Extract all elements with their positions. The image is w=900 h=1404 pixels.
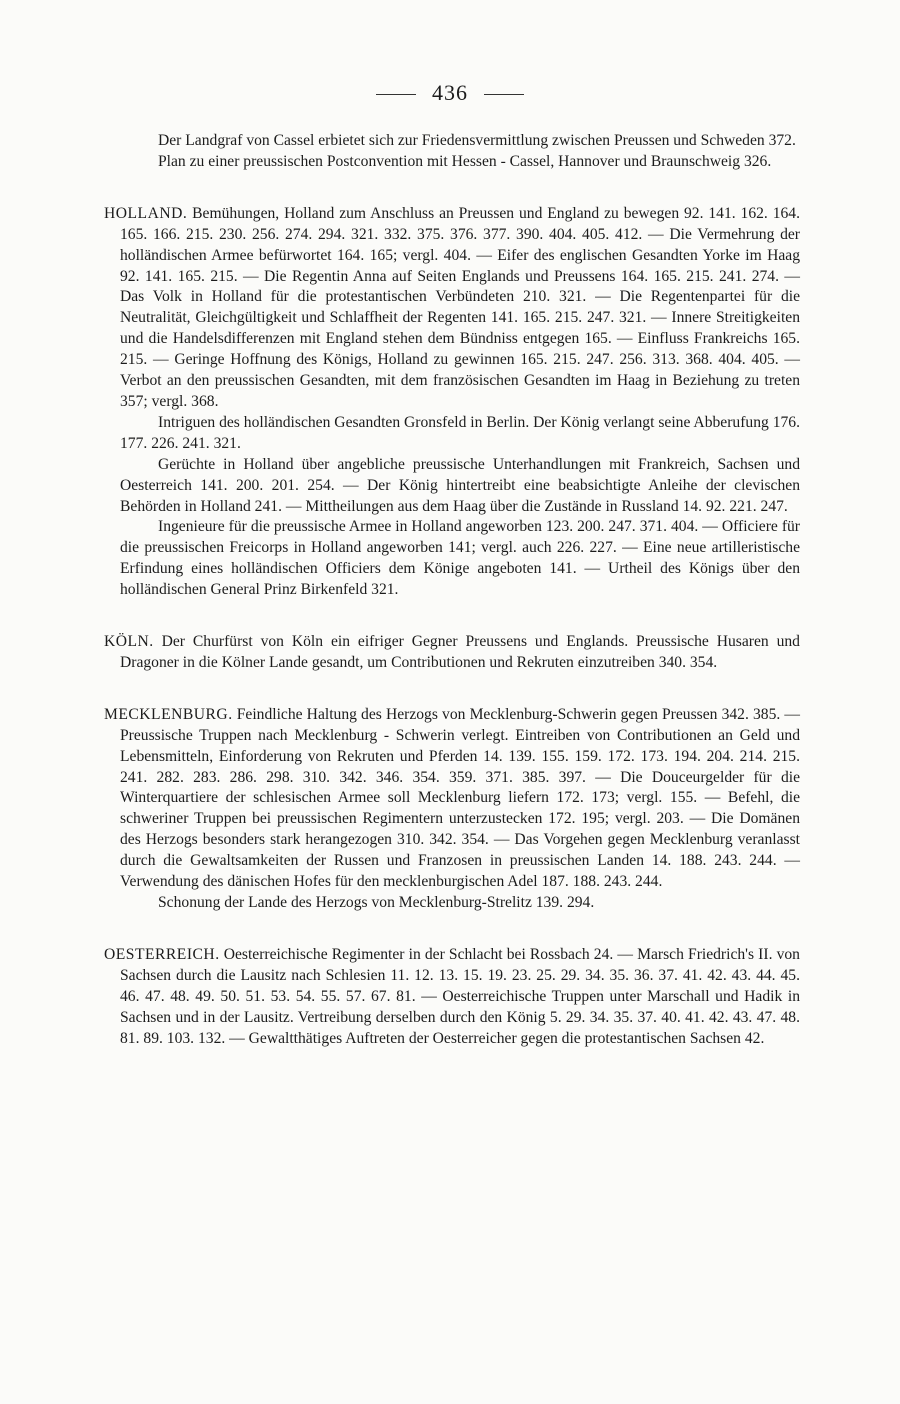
entry-paragraph	[104, 945, 800, 1050]
entry-lemma: OESTERREICH.	[104, 945, 220, 963]
index-entry-koeln	[104, 632, 800, 674]
entry-text: Feindliche Haltung des Herzogs von Mecklenburg-Schwerin gegen Preussen 342. 385. — Preussische Truppen nach Mecklenburg - Schwerin verlegt. Eintreiben von Contributionen an Geld und Lebensmitteln, Einforderung von Rekruten und Pferden 14. 139. 155. 159. 172. 173. 194. 204. 214. 215. 241. 282. 283. 286. 298. 310. 342. 346. 354. 359. 371. 385. 397. — Die Douceurgelder für die Winterquartiere der schlesischen Armee soll Mecklenburg liefern 172. 173; vergl. 155. — Befehl, die schweriner Truppen bei preussischen Regimentern unterzustecken 172. 195; vergl. 203. — Die Domänen des Herzogs besonders stark herangezogen 310. 342. 354. — Das Vorgehen gegen Mecklenburg veranlasst durch die Gewaltsamkeiten der Russen und Franzosen in preussischen Landen 14. 188. 243. 244. — Verwendung des dänischen Hofes für den mecklenburgischen Adel 187. 188. 243. 244.	[120, 705, 800, 891]
entry-paragraph	[104, 204, 800, 413]
entry-paragraph	[104, 632, 800, 674]
entry-lemma: MECKLENBURG.	[104, 705, 233, 723]
entry-lemma: KÖLN.	[104, 633, 154, 651]
entry-paragraph: Intriguen des holländischen Gesandten Gronsfeld in Berlin. Der König verlangt seine Abberufung 176. 177. 226. 241. 321.	[120, 413, 800, 452]
entry-paragraph: Gerüchte in Holland über angebliche preussische Unterhandlungen mit Frankreich, Sachsen und Oesterreich 141. 200. 201. 254. — Der König hintertreibt eine beabsichtigte Anleihe der clevischen Behörden in Holland 241. — Mittheilungen aus dem Haag über die Zustände in Russland 14. 92. 221. 247.	[120, 455, 800, 515]
header-dash-left	[376, 94, 416, 95]
index-entry-holland	[104, 204, 800, 601]
index-entry-cassel	[104, 131, 800, 173]
entry-paragraph: Schonung der Lande des Herzogs von Mecklenburg-Strelitz 139. 294.	[158, 894, 595, 911]
entry-paragraph: Plan zu einer preussischen Postconvention mit Hessen - Cassel, Hannover und Braunschweig 326.	[158, 152, 772, 170]
entry-text: Der Churfürst von Köln ein eifriger Gegner Preussens und Englands. Preussische Husaren und Dragoner in die Kölner Lande gesandt, um Contributionen und Rekruten einzutreiben 340. 354.	[120, 633, 800, 671]
page-header	[0, 80, 900, 106]
entry-paragraph: Ingenieure für die preussische Armee in Holland angeworben 123. 200. 247. 371. 404. — Officiere für die preussischen Freicorps in Holland angeworben 141; vergl. auch 226. 227. — Eine neue artilleristische Erfindung eines holländischen Officiers dem Könige angeboten 141. — Urtheil des Königs über den holländischen General Prinz Birkenfeld 321.	[120, 518, 800, 599]
index-entry-mecklenburg	[104, 705, 800, 914]
index-body	[104, 131, 800, 1080]
entry-paragraph: Der Landgraf von Cassel erbietet sich zur Friedensvermittlung zwischen Preussen und Schweden 372.	[158, 132, 796, 149]
header-dash-right	[484, 94, 524, 95]
entry-text: Oesterreichische Regimenter in der Schlacht bei Rossbach 24. — Marsch Friedrich's II. von Sachsen durch die Lausitz nach Schlesien 11. 12. 13. 15. 19. 23. 25. 29. 34. 35. 36. 37. 41. 42. 43. 44. 45. 46. 47. 48. 49. 50. 51. 53. 54. 55. 57. 67. 81. — Oesterreichische Truppen unter Marschall und Hadik in Sachsen und in der Lausitz. Vertreibung derselben durch den König 5. 29. 34. 35. 37. 40. 41. 42. 43. 47. 48. 81. 89. 103. 132. — Gewaltthätiges Auftreten der Oesterreicher gegen die protestantischen Sachsen 42.	[120, 945, 800, 1047]
entry-text: Bemühungen, Holland zum Anschluss an Preussen und England zu bewegen 92. 141. 162. 164. 165. 166. 215. 230. 256. 274. 294. 321. 332. 375. 376. 377. 390. 404. 405. 412. — Die Vermehrung der holländischen Armee befürwortet 164. 165; vergl. 404. — Eifer des englischen Gesandten Yorke im Haag 92. 141. 165. 215. — Die Regentin Anna auf Seiten Englands und Preussens 164. 165. 215. 241. 274. — Das Volk in Holland für die protestantischen Verbündeten 210. 321. — Die Regentenpartei für die Neutralität, Gleichgültigkeit und Schlaffheit der Regenten 141. 165. 215. 247. 321. — Innere Streitigkeiten und die Handelsdifferenzen mit England stehen dem Bündniss entgegen 165. — Einfluss Frankreichs 165. 215. — Geringe Hoffnung des Königs, Holland zu gewinnen 165. 215. 247. 256. 313. 368. 404. 405. — Verbot an den preussischen Gesandten, mit dem französischen Gesandten im Haag in Beziehung zu treten 357; vergl. 368.	[120, 204, 800, 410]
index-entry-oesterreich	[104, 945, 800, 1050]
page-number: 436	[432, 80, 468, 105]
entry-lemma: HOLLAND.	[104, 204, 188, 222]
entry-paragraph	[104, 705, 800, 893]
